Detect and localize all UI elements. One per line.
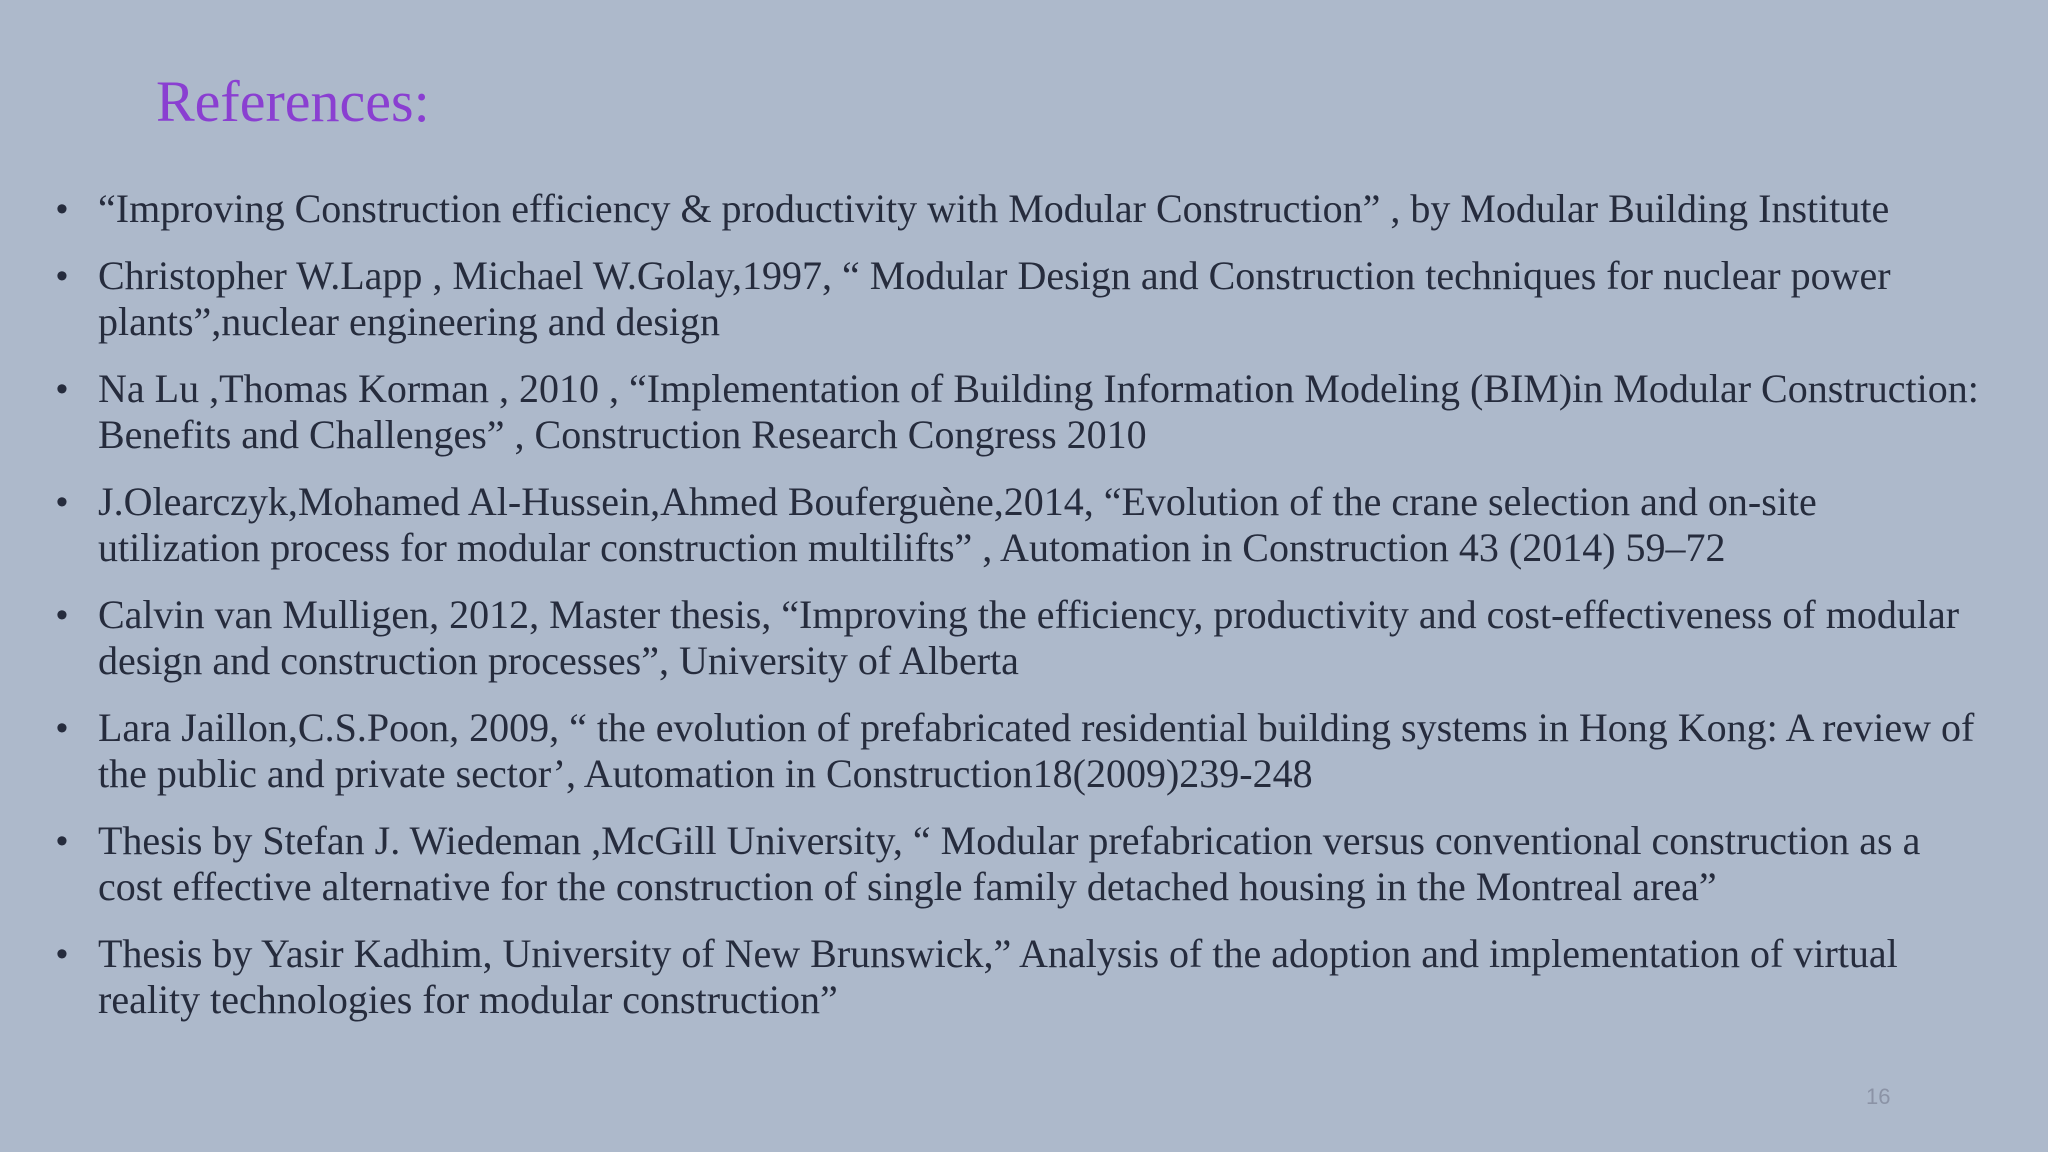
reference-item	[56, 931, 1986, 1023]
bullet-icon: •	[56, 257, 68, 295]
reference-text: Christopher W.Lapp , Michael W.Golay,1997, “ Modular Design and Construction techniques for nuclear power plants”,nuclear engineering and design	[98, 253, 1891, 344]
reference-item	[56, 705, 1986, 797]
page-number: 16	[1866, 1084, 1891, 1109]
references-list	[56, 186, 1986, 1044]
bullet-icon: •	[56, 370, 68, 408]
reference-item	[56, 592, 1986, 684]
reference-text: Thesis by Yasir Kadhim, University of New Brunswick,” Analysis of the adoption and implementation of virtual reality technologies for modular construction”	[98, 931, 1898, 1022]
reference-text: J.Olearczyk,Mohamed Al-Hussein,Ahmed Bouferguène,2014, “Evolution of the crane selection and on-site utilization process for modular construction multilifts” , Automation in Construction 43 (2014) 59–72	[98, 479, 1817, 570]
reference-item	[56, 253, 1986, 345]
reference-item	[56, 186, 1986, 232]
bullet-icon: •	[56, 822, 68, 860]
reference-text: Thesis by Stefan J. Wiedeman ,McGill University, “ Modular prefabrication versus conventional construction as a cost effective alternative for the construction of single family detached housing in the Montreal area”	[98, 818, 1921, 909]
reference-item	[56, 479, 1986, 571]
bullet-icon: •	[56, 935, 68, 973]
slide-title: References:	[156, 69, 430, 134]
bullet-icon: •	[56, 483, 68, 521]
reference-item	[56, 818, 1986, 910]
reference-text: “Improving Construction efficiency & productivity with Modular Construction” , by Modular Building Institute	[98, 186, 1890, 231]
reference-text: Na Lu ,Thomas Korman , 2010 , “Implementation of Building Information Modeling (BIM)in Modular Construction: Benefits and Challenges” , Construction Research Congress 2010	[98, 366, 1979, 457]
reference-item	[56, 366, 1986, 458]
bullet-icon: •	[56, 596, 68, 634]
reference-text: Lara Jaillon,C.S.Poon, 2009, “ the evolution of prefabricated residential building systems in Hong Kong: A review of the public and private sector’, Automation in Construction18(2009)239-248	[98, 705, 1975, 796]
bullet-icon: •	[56, 709, 68, 747]
bullet-icon: •	[56, 190, 68, 228]
reference-text: Calvin van Mulligen, 2012, Master thesis, “Improving the efficiency, productivity and cost-effectiveness of modular design and construction processes”, University of Alberta	[98, 592, 1960, 683]
